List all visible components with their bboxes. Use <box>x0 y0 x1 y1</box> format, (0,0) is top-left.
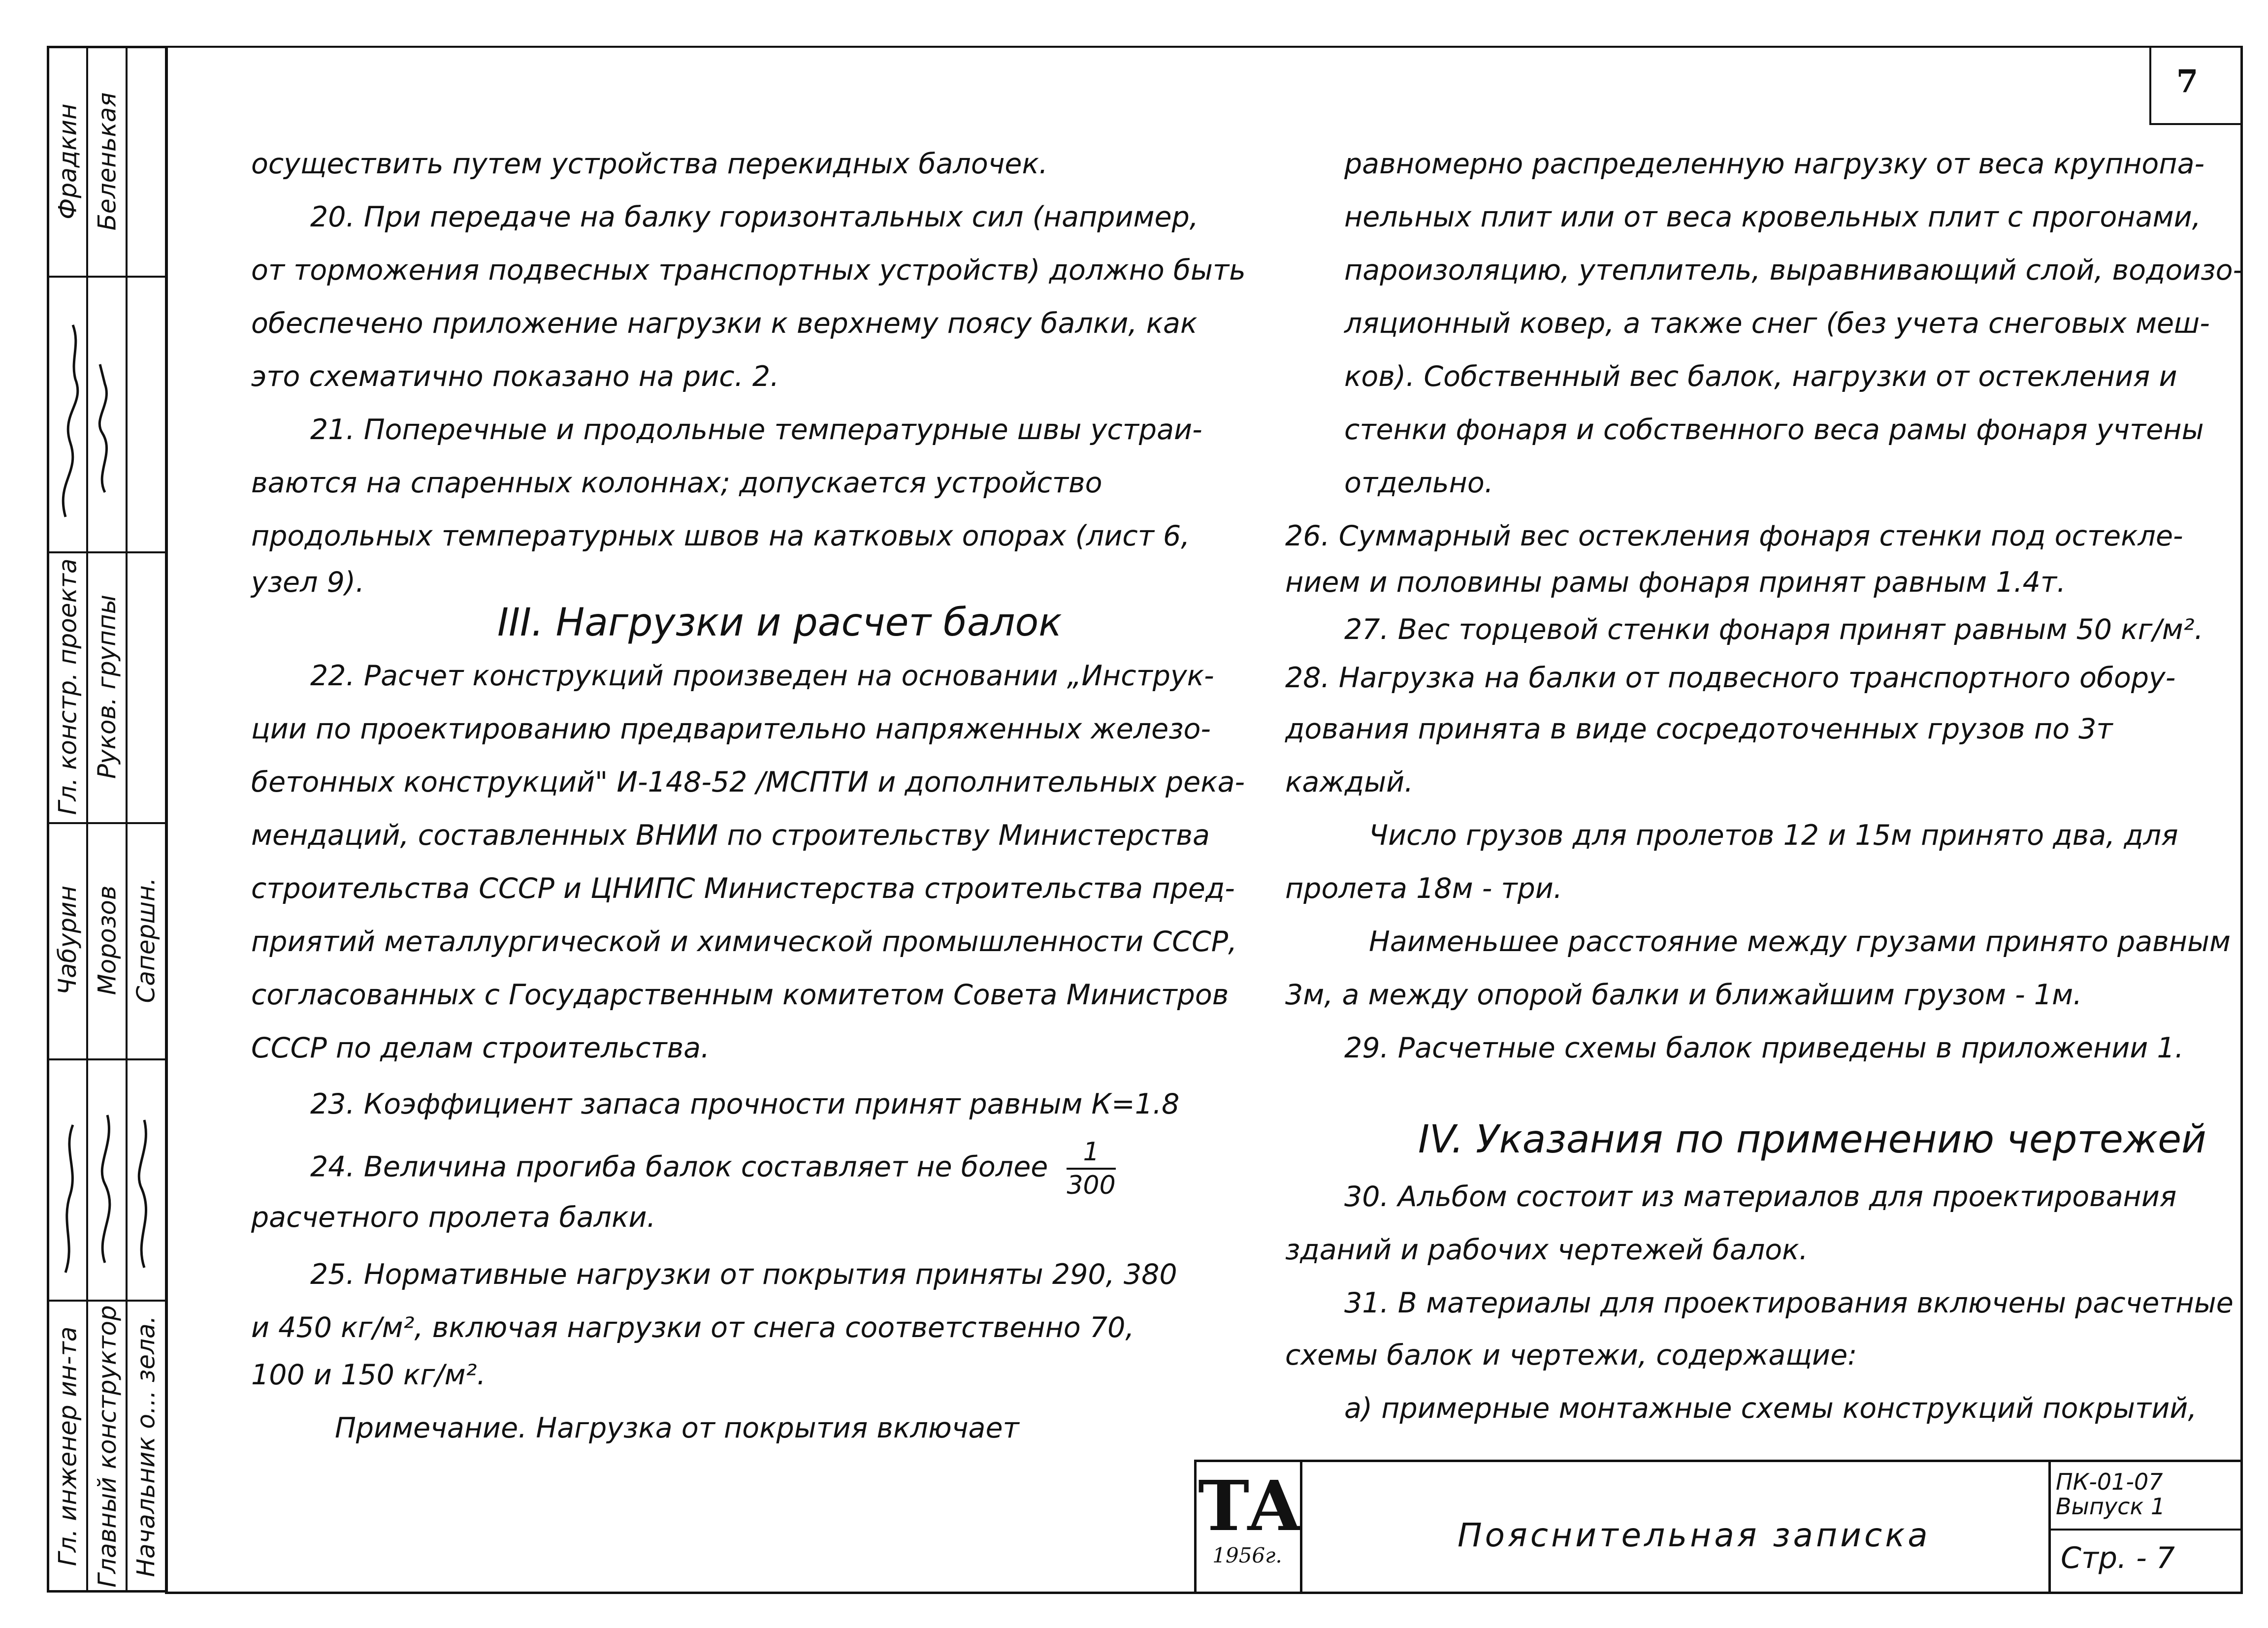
text-line: это схематично показано на рис. 2. <box>251 360 779 393</box>
text-line: 29. Расчетные схемы балок приведены в приложении 1. <box>1344 1032 2184 1064</box>
text-line: пароизоляцию, утеплитель, выравнивающий слой, водоизо- <box>1344 254 2243 287</box>
text-line: расчетного пролета балки. <box>251 1201 656 1234</box>
stamp-name: Фрадкин <box>53 103 82 220</box>
text-line: мендаций, составленных ВНИИ по строительству Министерства <box>251 819 1210 852</box>
text-line: обеспечено приложение нагрузки к верхнему поясу балки, как <box>251 307 1198 340</box>
text-line: 21. Поперечные и продольные температурные швы устраи- <box>310 414 1202 446</box>
section-heading: III. Нагрузки и расчет балок <box>497 601 1062 645</box>
fraction-denominator: 300 <box>1067 1171 1116 1200</box>
text-line: зданий и рабочих чертежей балок. <box>1285 1234 1808 1266</box>
text-line: а) примерные монтажные схемы конструкций покрытий, <box>1344 1392 2197 1425</box>
text-line: 30. Альбом состоит из материалов для проектирования <box>1344 1181 2177 1213</box>
sheet-page: Стр. - 7 <box>2061 1541 2175 1575</box>
frame-bottom-left <box>47 1590 167 1593</box>
text-line: 20. При передаче на балку горизонтальных сил (например, <box>310 201 1199 233</box>
text-line: продольных температурных швов на катковых опорах (лист 6, <box>251 520 1190 552</box>
fraction-line <box>310 1136 1116 1201</box>
text-line: 25. Нормативные нагрузки от покрытия приняты 290, 380 <box>310 1258 1177 1291</box>
stamp-role: Гл. инженер ин-та <box>53 1326 82 1566</box>
stamp-name: Беленькая <box>93 92 122 230</box>
document-code <box>2056 1469 2165 1519</box>
section-heading: IV. Указания по применению чертежей <box>1418 1117 2206 1162</box>
logo-letters: ТА <box>1198 1466 1300 1547</box>
text-line: 26. Суммарный вес остекления фонаря стенки под остекле- <box>1285 520 2183 552</box>
stamp-row-line <box>47 276 167 278</box>
text-line: бетонных конструкций" И-148-52 /МСПТИ и дополнительных река- <box>251 766 1245 798</box>
text-line: Примечание. Нагрузка от покрытия включает <box>335 1412 1019 1444</box>
text-line: пролета 18м - три. <box>1285 872 1562 905</box>
text-line: от торможения подвесных транспортных устройств) должно быть <box>251 254 1246 287</box>
stamp-role-cell <box>49 554 86 820</box>
title-block-divider <box>1300 1460 1302 1593</box>
stamp-row-line <box>47 1300 167 1302</box>
document-title: Пояснительная записка <box>1458 1516 1931 1554</box>
text-line: и 450 кг/м², включая нагрузки от снега соответственно 70, <box>251 1311 1134 1344</box>
signature-image <box>51 1066 164 1292</box>
text-line: равномерно распределенную нагрузку от веса крупнопа- <box>1344 148 2205 180</box>
frame-top <box>165 46 2243 48</box>
text-line: Наименьшее расстояние между грузами принято равным <box>1369 926 2231 958</box>
text-line: приятий металлургической и химической промышленности СССР, <box>251 926 1237 958</box>
text-line: СССР по делам строительства. <box>251 1032 710 1064</box>
title-block-hline <box>2048 1529 2243 1531</box>
text-line: 3м, а между опорой балки и ближайшим грузом - 1м. <box>1285 979 2082 1011</box>
stamp-role-cell <box>127 1302 165 1590</box>
text-line: осуществить путем устройства перекидных балочек. <box>251 148 1048 180</box>
title-block-top <box>1194 1460 2243 1462</box>
stamp-name: Чабурин <box>53 885 82 995</box>
text-line: нием и половины рамы фонаря принят равным 1.4т. <box>1285 566 2066 599</box>
text-line: каждый. <box>1285 766 1414 798</box>
page-num-border-bottom <box>2149 123 2243 125</box>
fraction <box>1067 1136 1115 1201</box>
stamp-role-cell <box>89 1302 126 1590</box>
stamp-name: Сапершн. <box>131 877 161 1003</box>
issue-value: Выпуск 1 <box>2056 1493 2166 1520</box>
page-number: 7 <box>2176 63 2199 100</box>
stamp-role-cell <box>89 554 126 820</box>
frame-top-left <box>47 46 167 48</box>
stamp-name-cell <box>49 825 86 1056</box>
stamp-role: Начальник о... зела. <box>131 1315 161 1577</box>
text-line: согласованных с Государственным комитетом Совета Министров <box>251 979 1229 1011</box>
stamp-name-cell <box>127 825 165 1056</box>
code-value: ПК-01-07 <box>2056 1468 2163 1495</box>
stamp-role-cell <box>49 1302 86 1590</box>
text-line: узел 9). <box>251 566 365 599</box>
text-line: ции по проектированию предварительно напряженных железо- <box>251 713 1211 745</box>
text-line: 100 и 150 кг/м². <box>251 1359 486 1391</box>
text-line: 28. Нагрузка на балки от подвесного транспортного обору- <box>1285 662 2176 694</box>
text-line: ваются на спаренных колоннах; допускается устройство <box>251 467 1102 499</box>
text-line: 31. В материалы для проектирования включены расчетные <box>1344 1287 2234 1319</box>
signature-image <box>51 286 125 542</box>
stamp-divider-1 <box>86 46 88 1592</box>
stamp-row-line <box>47 551 167 553</box>
stamp-role: Главный конструктор <box>93 1305 122 1588</box>
org-logo <box>1198 1466 1300 1593</box>
stamp-role: Гл. констр. проекта <box>53 558 82 815</box>
stamp-name: Морозов <box>93 885 122 995</box>
text-segment: 24. Величина прогиба балок составляет не более <box>310 1150 1048 1183</box>
logo-year: 1956г. <box>1212 1543 1282 1567</box>
text-line: ков). Собственный вес балок, нагрузки от остекления и <box>1344 360 2177 393</box>
stamp-row-line <box>47 822 167 824</box>
text-line: ляционный ковер, а также снег (без учета снеговых меш- <box>1344 307 2210 340</box>
text-line: 23. Коэффициент запаса прочности принят равным К=1.8 <box>310 1088 1180 1120</box>
title-block-divider <box>2048 1460 2051 1593</box>
fraction-numerator: 1 <box>1067 1136 1115 1170</box>
stamp-name-cell <box>49 49 86 273</box>
text-line: 27. Вес торцевой стенки фонаря принят равным 50 кг/м². <box>1344 613 2203 646</box>
stamp-role: Руков. группы <box>93 594 122 779</box>
text-line: отдельно. <box>1344 467 1493 499</box>
text-line: дования принята в виде сосредоточенных грузов по 3т <box>1285 713 2113 745</box>
stamp-name-cell <box>89 49 126 273</box>
text-line: нельных плит или от веса кровельных плит с прогонами, <box>1344 201 2201 233</box>
frame-inner-left <box>165 46 168 1594</box>
title-block-left <box>1194 1460 1197 1593</box>
stamp-signature-cell <box>49 278 126 549</box>
text-line: Число грузов для пролетов 12 и 15м принято два, для <box>1369 819 2178 852</box>
text-line: 22. Расчет конструкций произведен на основании „Инструк- <box>310 660 1214 692</box>
text-line: стенки фонаря и собственного веса рамы фонаря учтены <box>1344 414 2204 446</box>
stamp-row-line <box>47 1058 167 1060</box>
stamp-name-cell <box>89 825 126 1056</box>
stamp-signature-cell <box>49 1061 165 1297</box>
text-line: строительства СССР и ЦНИПС Министерства строительства пред- <box>251 872 1235 905</box>
text-line: схемы балок и чертежи, содержащие: <box>1285 1339 1857 1372</box>
